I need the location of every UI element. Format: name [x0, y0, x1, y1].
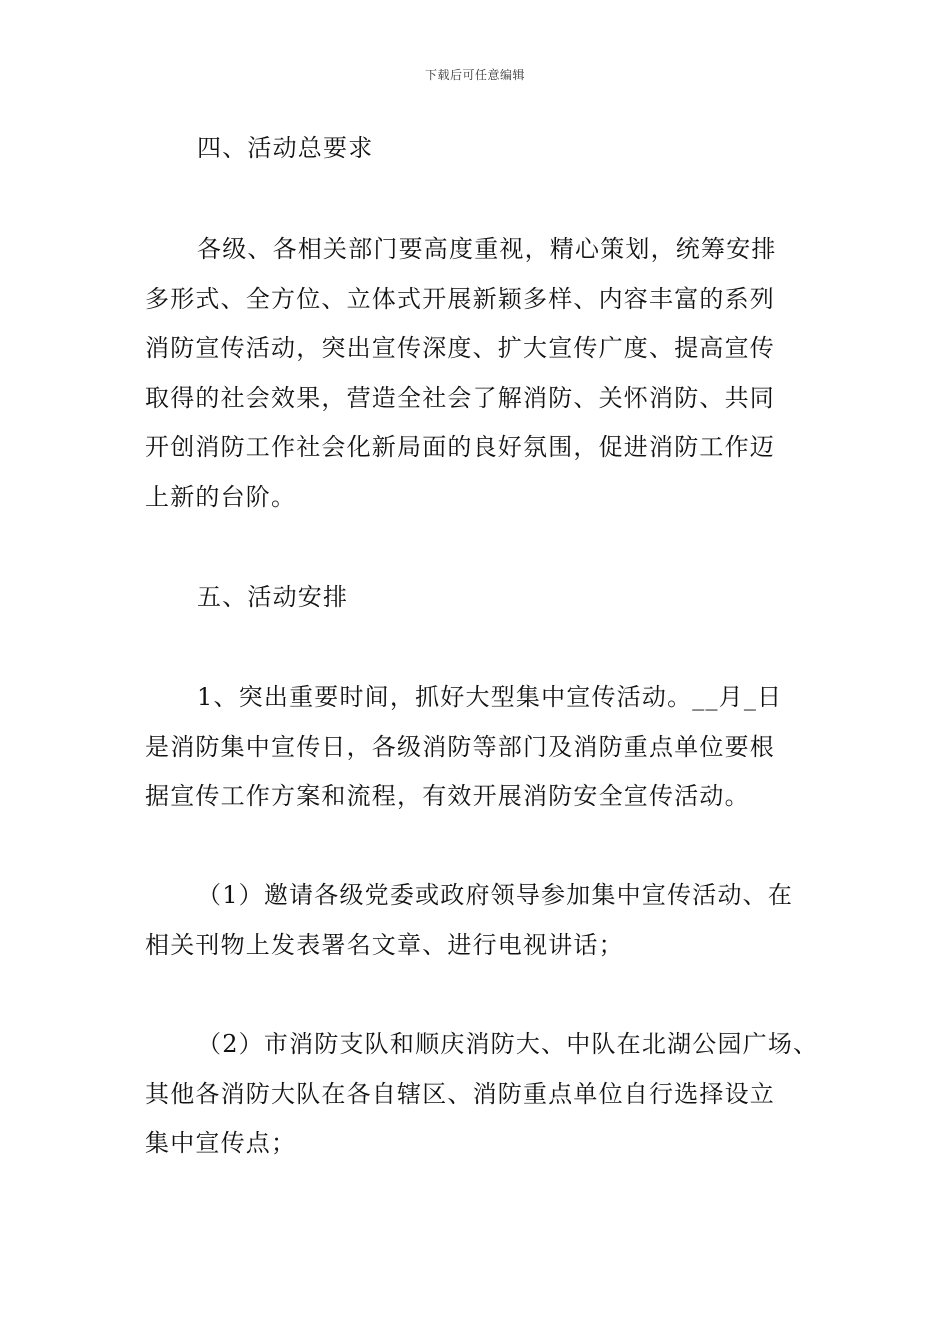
- section-heading-5: [145, 573, 813, 623]
- paragraph-line: 1、突出重要时间，抓好大型集中宣传活动。__月_日: [197, 683, 783, 711]
- paragraph-line: 各级、各相关部门要高度重视，精心策划，统筹安排: [197, 235, 777, 263]
- paragraph-line: 取得的社会效果，营造全社会了解消防、关怀消防、共同: [145, 383, 775, 412]
- section-heading-4: [145, 124, 813, 174]
- paragraph-line: 上新的台阶。: [145, 482, 297, 511]
- paragraph-line: 相关刊物上发表署名文章、进行电视讲话；: [145, 930, 624, 959]
- paragraph-line: 消防宣传活动，突出宣传深度、扩大宣传广度、提高宣传: [145, 334, 775, 362]
- paragraph-item-1: [145, 673, 813, 822]
- paragraph-sub-2: [145, 1020, 819, 1169]
- paragraph-line: 其他各消防大队在各自辖区、消防重点单位自行选择设立: [145, 1079, 775, 1108]
- paragraph-line: 集中宣传点；: [145, 1129, 297, 1157]
- heading-text: 四、活动总要求: [197, 134, 374, 162]
- paragraph-line: 多形式、全方位、立体式开展新颖多样、内容丰富的系列: [145, 284, 775, 313]
- paragraph-line: 据宣传工作方案和流程，有效开展消防安全宣传活动。: [145, 782, 750, 810]
- paragraph-requirements: [145, 225, 813, 522]
- paragraph-line: （2）市消防支队和顺庆消防大、中队在北湖公园广场、: [197, 1030, 819, 1058]
- paragraph-line: 是消防集中宣传日，各级消防等部门及消防重点单位要根: [145, 732, 775, 761]
- paragraph-line: 开创消防工作社会化新局面的良好氛围，促进消防工作迈: [145, 433, 775, 461]
- paragraph-sub-1: [145, 871, 813, 970]
- heading-text: 五、活动安排: [197, 583, 349, 611]
- paragraph-line: （1）邀请各级党委或政府领导参加集中宣传活动、在: [197, 881, 794, 909]
- header-note: 下载后可任意编辑: [424, 68, 525, 82]
